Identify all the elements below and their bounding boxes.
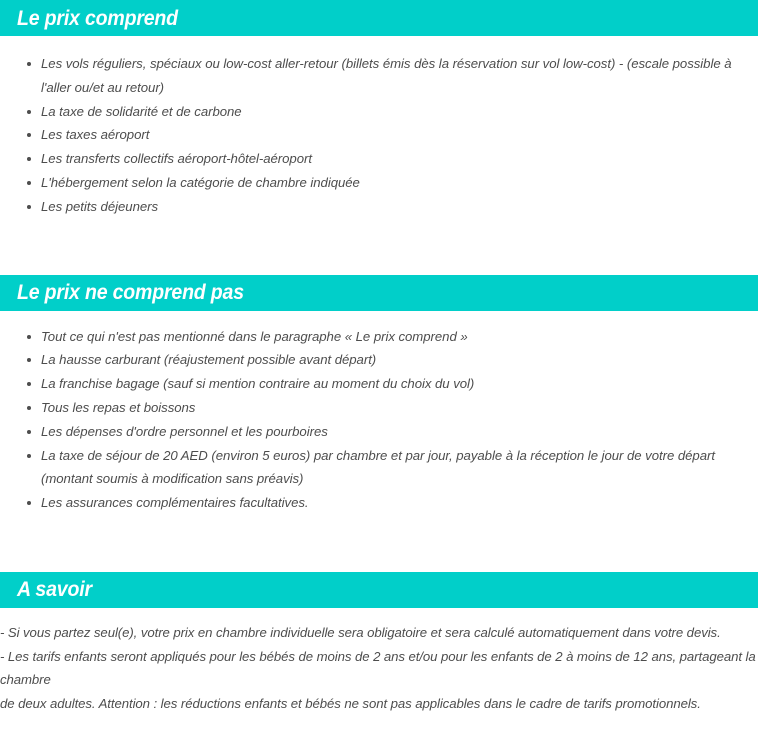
section-body-le-prix-ne-comprend-pas xyxy=(0,325,758,515)
section-title: Le prix comprend xyxy=(17,6,178,30)
section-header-le-prix-ne-comprend-pas xyxy=(0,275,758,311)
spacer xyxy=(0,311,758,325)
note-paragraph: de deux adultes. Attention : les réductions enfants et bébés ne sont pas applicables dans le cadre de tarifs promotionnels. xyxy=(0,695,701,711)
section-body-a-savoir xyxy=(0,621,758,715)
list-item: Les vols réguliers, spéciaux ou low-cost aller-retour (billets émis dès la réservation sur vol low-cost) - (escale possible à l'aller ou/et au retour) xyxy=(0,52,758,100)
section-title: A savoir xyxy=(17,578,92,602)
list-item: Les dépenses d'ordre personnel et les pourboires xyxy=(0,420,758,444)
spacer xyxy=(0,36,758,52)
included-list xyxy=(0,52,758,219)
list-item: Tous les repas et boissons xyxy=(0,396,758,420)
spacer xyxy=(0,608,758,621)
section-body-le-prix-comprend xyxy=(0,52,758,219)
list-item: Les taxes aéroport xyxy=(0,123,758,147)
list-item: Les assurances complémentaires facultatives. xyxy=(0,491,758,515)
section-title: Le prix ne comprend pas xyxy=(17,281,244,305)
list-item: Les petits déjeuners xyxy=(0,195,758,219)
list-item: La taxe de séjour de 20 AED (environ 5 euros) par chambre et par jour, payable à la réception le jour de votre départ (montant soumis à modification sans préavis) xyxy=(0,444,758,492)
list-item: L'hébergement selon la catégorie de chambre indiquée xyxy=(0,171,758,195)
note-paragraph: - Les tarifs enfants seront appliqués pour les bébés de moins de 2 ans et/ou pour les enfants de 2 à moins de 12 ans, partageant la chambre xyxy=(0,648,756,688)
spacer xyxy=(0,515,758,572)
excluded-list xyxy=(0,325,758,515)
section-header-le-prix-comprend xyxy=(0,0,758,36)
list-item: Les transferts collectifs aéroport-hôtel-aéroport xyxy=(0,147,758,171)
spacer xyxy=(0,219,758,275)
section-header-a-savoir xyxy=(0,572,758,608)
note-paragraph: - Si vous partez seul(e), votre prix en chambre individuelle sera obligatoire et sera calculé automatiquement dans votre devis. xyxy=(0,624,721,640)
list-item: La franchise bagage (sauf si mention contraire au moment du choix du vol) xyxy=(0,372,758,396)
list-item: La taxe de solidarité et de carbone xyxy=(0,100,758,124)
list-item: Tout ce qui n'est pas mentionné dans le paragraphe « Le prix comprend » xyxy=(0,325,758,349)
list-item: La hausse carburant (réajustement possible avant départ) xyxy=(0,348,758,372)
